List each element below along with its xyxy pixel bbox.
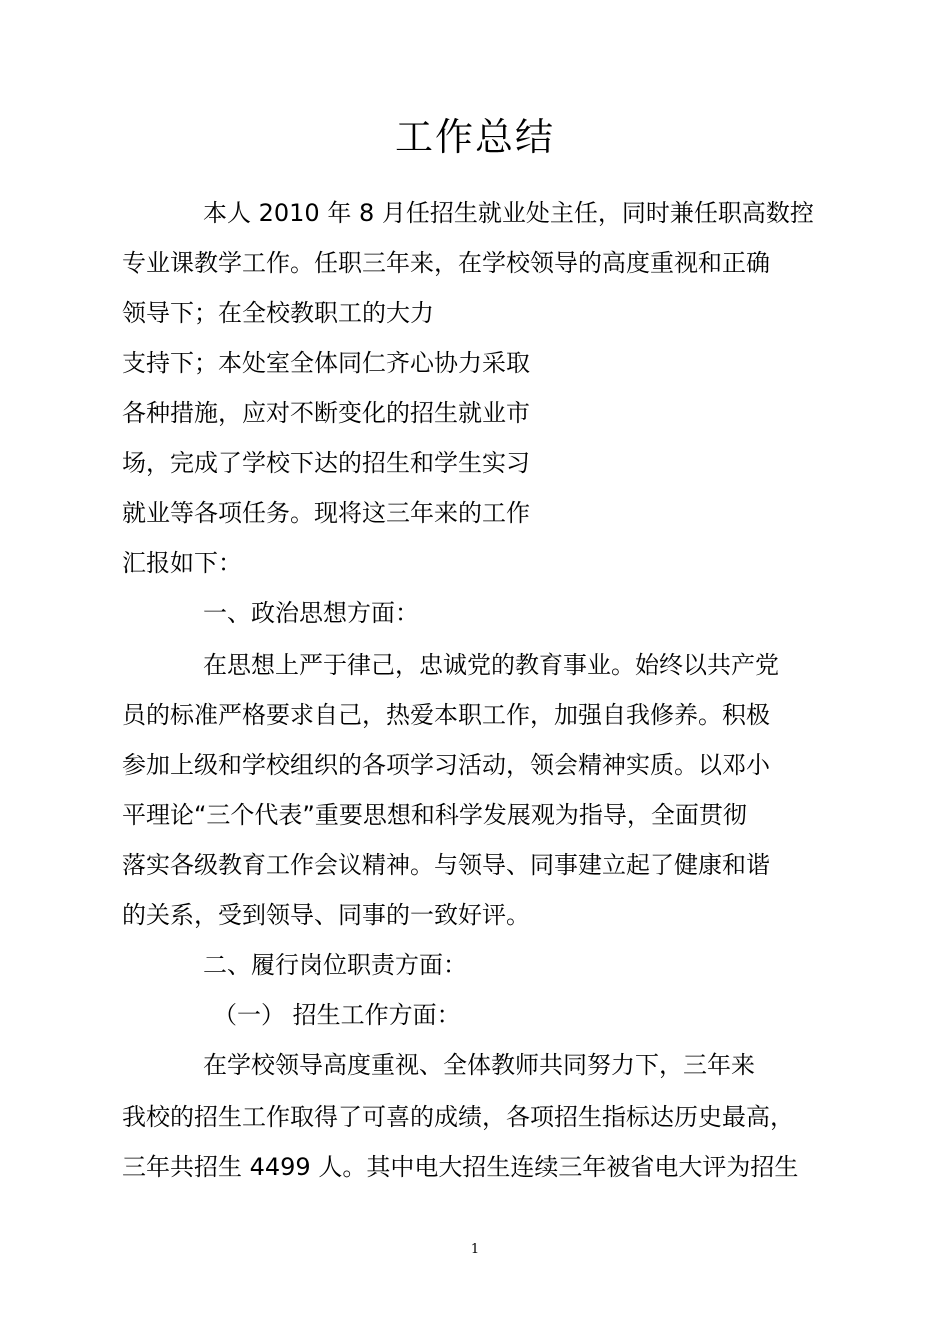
body-line: 三年共招生 4499 人。其中电大招生连续三年被省电大评为招生: [122, 1153, 799, 1181]
body-line: 员的标准严格要求自己，热爱本职工作，加强自我修养。积极: [122, 701, 770, 729]
body-line: 各种措施，应对不断变化的招生就业市: [122, 399, 530, 427]
body-line: 平理论“三个代表”重要思想和科学发展观为指导，全面贯彻: [122, 801, 747, 829]
body-line: 领导下；在全校教职工的大力: [122, 299, 434, 327]
body-line: 支持下；本处室全体同仁齐心协力采取: [122, 349, 530, 377]
section-heading: 二、履行岗位职责方面：: [203, 951, 467, 979]
page-number: 1: [470, 1242, 480, 1257]
body-line: 汇报如下：: [122, 549, 242, 577]
document-title: 工作总结: [394, 115, 555, 159]
section-heading: 一、政治思想方面：: [203, 599, 419, 627]
body-line: 落实各级教育工作会议精神。与领导、同事建立起了健康和谐: [122, 851, 770, 879]
body-line: 的关系，受到领导、同事的一致好评。: [122, 901, 530, 929]
body-line: 场，完成了学校下达的招生和学生实习: [122, 449, 530, 477]
body-line: 本人 2010 年 8 月任招生就业处主任，同时兼任职高数控: [203, 199, 814, 227]
body-line: 参加上级和学校组织的各项学习活动，领会精神实质。以邓小: [122, 751, 770, 779]
body-line: 在学校领导高度重视、全体教师共同努力下，三年来: [203, 1051, 755, 1079]
subsection-heading: （一） 招生工作方面：: [213, 1001, 461, 1029]
body-line: 就业等各项任务。现将这三年来的工作: [122, 499, 530, 527]
body-line: 专业课教学工作。任职三年来，在学校领导的高度重视和正确: [122, 249, 770, 277]
body-line: 我校的招生工作取得了可喜的成绩，各项招生指标达历史最高，: [122, 1103, 794, 1131]
body-line: 在思想上严于律己，忠诚党的教育事业。始终以共产党: [203, 651, 779, 679]
